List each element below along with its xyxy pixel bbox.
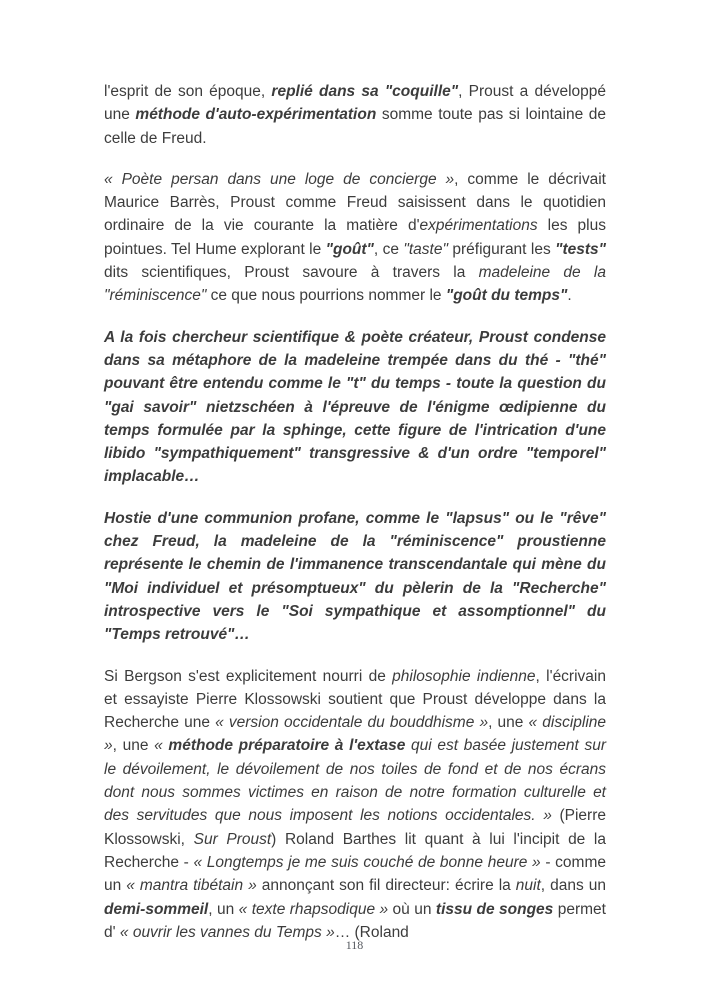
text-run: tissu de songes	[435, 900, 554, 918]
text-run: , une	[112, 737, 155, 755]
text-run: « texte rhapsodique »	[238, 900, 389, 918]
text-run: permet d'	[104, 900, 606, 941]
text-run: dits scientifiques, Proust savoure à travers la	[104, 264, 479, 282]
text-run: méthode d'auto-expérimentation	[135, 106, 377, 124]
paragraph	[104, 665, 606, 945]
text-run: - comme un	[104, 853, 606, 895]
text-run: "goût du temps"	[445, 287, 568, 305]
text-run: ) Roland Barthes lit quant à lui l'incipit de la Recherche -	[104, 830, 606, 871]
text-run: "tests"	[555, 240, 606, 258]
text-run: ce que nous pourrions nommer le	[206, 287, 446, 305]
text-run: replié dans sa "coquille"	[271, 83, 459, 100]
text-run: somme toute pas si lointaine de celle de Freud.	[104, 106, 606, 147]
text-run: , l'écrivain et essayiste Pierre Klossowski soutient que Proust développe dans la Recherche une	[104, 667, 606, 732]
text-run: A la fois chercheur scientifique & poète créateur, Proust condense dans sa métaphore de la madeleine trempée dans du thé - "thé" pouvant être entendu comme le "t" du temps - toute la question du "gai savoir" nietzschéen à l'épreuve de l'énigme œdipienne du temps formulée par la sphinge, cette figure de l'intrication d'une libido "sympathiquement" transgressive & d'un ordre "temporel" implacable…	[104, 328, 606, 486]
text-run: « Poète persan dans une loge de concierge »	[104, 170, 455, 188]
paragraph	[104, 507, 606, 647]
text-run: « discipline »	[104, 714, 607, 755]
text-run: expérimentations	[419, 217, 538, 235]
text-run: « ouvrir les vannes du Temps »	[119, 923, 335, 941]
text-run: « mantra tibétain »	[126, 877, 257, 895]
text-run: nuit	[515, 877, 541, 895]
text-run: .	[567, 287, 572, 305]
text-run: l'esprit de son époque,	[104, 83, 272, 100]
page-number: 118	[345, 938, 364, 952]
paragraph	[104, 326, 606, 489]
text-run: "taste"	[403, 240, 448, 258]
text-run: , Proust a développé une	[104, 83, 606, 124]
text-run: Hostie d'une communion profane, comme le "lapsus" ou le "rêve" chez Freud, la madeleine de la "réminiscence" proustienne représente le chemin de l'immanence transcendantale qui mène du "Moi individuel et présomptueux" du pèlerin de la "Recherche" introspective vers le "Soi sympathique et assomptionnel" du "Temps retrouvé"…	[104, 509, 606, 644]
text-run: … (Roland	[334, 923, 409, 941]
text-run: «	[154, 737, 169, 755]
text-run: , dans un	[540, 877, 606, 895]
text-run: madeleine de la "réminiscence"	[104, 264, 606, 305]
paragraph	[104, 168, 606, 308]
text-run: qui est basée justement sur le dévoilement, le dévoilement de nos toiles de fond et de nos écrans dont nous sommes victimes en raison de notre formation culturelle et des servitudes que nous imposent les notions occidentales. »	[104, 737, 606, 825]
text-run: , ce	[373, 240, 404, 258]
paragraph	[104, 80, 606, 150]
text-run: demi-sommeil	[104, 900, 209, 918]
text-run: préfigurant les	[447, 240, 556, 258]
text-run: , comme le décrivait Maurice Barrès, Proust comme Freud saisissent dans le quotidien ordinaire de la vie courante la matière d'	[104, 170, 606, 235]
text-run: les plus pointues. Tel Hume explorant le	[104, 217, 606, 258]
text-run: annonçant son fil directeur: écrire la	[256, 877, 516, 895]
text-run: Si Bergson s'est explicitement nourri de	[104, 667, 393, 685]
text-run: "goût"	[325, 240, 374, 258]
text-run: méthode préparatoire à l'extase	[168, 737, 406, 755]
text-run: , une	[488, 714, 529, 732]
text-run: Sur Proust	[193, 830, 272, 848]
text-run: « version occidentale du bouddhisme »	[215, 714, 489, 732]
page-content	[104, 80, 606, 962]
text-run: où un	[388, 900, 436, 918]
text-run: , un	[208, 900, 239, 918]
text-run: « Longtemps je me suis couché de bonne heure »	[193, 853, 541, 871]
text-run: philosophie indienne	[392, 667, 536, 685]
text-run: (Pierre Klossowski,	[104, 807, 606, 848]
